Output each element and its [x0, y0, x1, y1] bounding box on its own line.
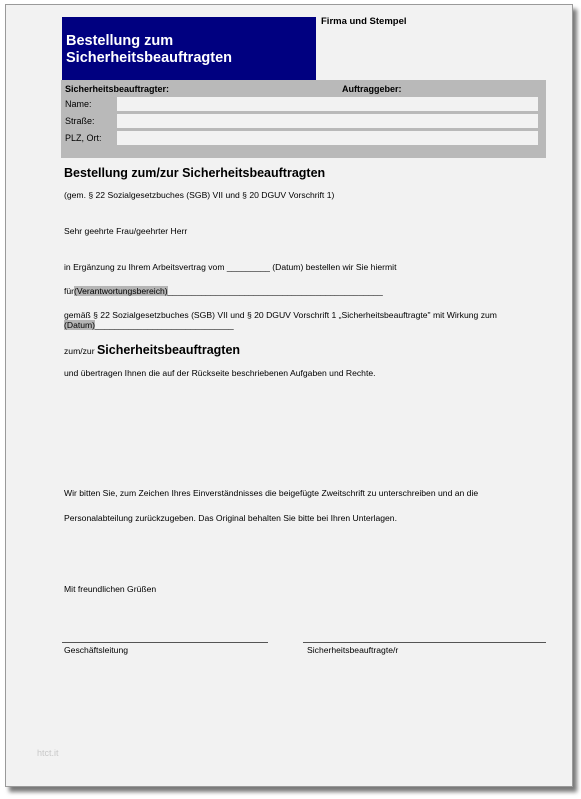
request-line-2: Personalabteilung zurückzugeben. Das Original behalten Sie bitte bei Ihren Unterlagen. — [64, 513, 397, 523]
tasks-text: und übertragen Ihnen die auf der Rückseite beschriebenen Aufgaben und Rechte. — [64, 368, 376, 378]
responsibility-line — [64, 286, 383, 296]
role-prefix: zum/zur — [64, 346, 95, 356]
request-line-1: Wir bitten Sie, zum Zeichen Ihres Einverständnisses die beigefügte Zweitschrift zu unterschreiben und an die — [64, 488, 479, 498]
legal-reference: (gem. § 22 Sozialgesetzbuches (SGB) VII und § 20 DGUV Vorschrift 1) — [64, 190, 335, 200]
contract-sentence — [64, 262, 396, 272]
date-underline: _____________________________ — [95, 320, 234, 330]
street-label: Straße: — [65, 116, 95, 126]
appointment-paragraph: gemäß § 22 Sozialgesetzbuches (SGB) VII und § 20 DGUV Vorschrift 1 „Sicherheitsbeauftragte" mit Wirkung zum — [64, 310, 497, 320]
contract-text-b: (Datum) bestellen wir Sie hiermit — [272, 262, 397, 272]
role-name: Sicherheitsbeauftragten — [96, 343, 241, 357]
name-field[interactable] — [117, 97, 538, 111]
title-line-2: Sicherheitsbeauftragten — [66, 50, 232, 66]
salutation: Sehr geehrte Frau/geehrter Herr — [64, 226, 188, 236]
responsibility-field[interactable]: (Verantwortungsbereich) — [74, 286, 168, 296]
address-block — [61, 80, 546, 158]
signature-line-right — [303, 642, 546, 643]
signature-label-right: Sicherheitsbeauftragte/r — [307, 645, 399, 655]
closing: Mit freundlichen Grüßen — [64, 584, 157, 594]
signature-line-left — [62, 642, 268, 643]
responsibility-underline: _____________________________________________ — [167, 286, 383, 296]
city-field[interactable] — [117, 131, 538, 145]
for-prefix: für — [64, 286, 75, 296]
effective-date-line — [64, 320, 234, 330]
signature-label-left: Geschäftsleitung — [64, 645, 129, 655]
safety-officer-heading: Sicherheitsbeauftragter: — [65, 84, 170, 94]
contract-date-blank[interactable]: _________ — [226, 262, 270, 272]
title-line-1: Bestellung zum — [66, 33, 174, 49]
name-label: Name: — [65, 99, 92, 109]
document-title-banner — [62, 17, 316, 80]
watermark: htct.it — [37, 748, 59, 758]
city-label: PLZ, Ort: — [65, 133, 102, 143]
client-heading: Auftraggeber: — [342, 84, 402, 94]
street-field[interactable] — [117, 114, 538, 128]
body-heading: Bestellung zum/zur Sicherheitsbeauftragten — [64, 166, 326, 180]
role-line — [64, 343, 240, 357]
effective-date-field[interactable]: (Datum) — [64, 320, 96, 330]
contract-text-a: in Ergänzung zu Ihrem Arbeitsvertrag vom — [64, 262, 225, 272]
firm-stamp-label: Firma und Stempel — [321, 16, 407, 27]
